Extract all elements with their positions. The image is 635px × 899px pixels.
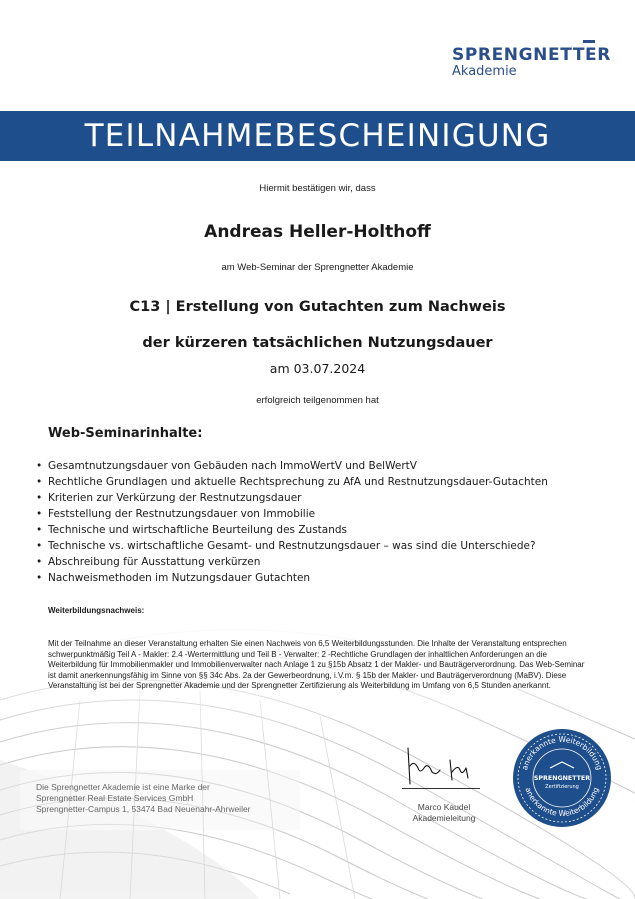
- success-text: erfolgreich teilgenommen hat: [256, 395, 379, 406]
- list-item: • Technische und wirtschaftliche Beurteilung des Zustands: [36, 522, 548, 538]
- intro-text: Hiermit bestätigen wir, dass: [259, 183, 376, 194]
- training-proof-heading: Weiterbildungsnachweis:: [48, 606, 145, 615]
- event-line: am Web-Seminar der Sprengnetter Akademie: [221, 262, 414, 273]
- contents-heading: Web-Seminarinhalte:: [48, 426, 203, 441]
- list-item: • Nachweismethoden im Nutzungsdauer Gutachten: [36, 570, 548, 586]
- seal-ring-text-top: anerkannte Weiterbildung: [519, 734, 605, 772]
- list-item: • Technische vs. wirtschaftliche Gesamt- und Restnutzungsdauer – was sind die Unterschiede?: [36, 538, 548, 554]
- seal-ring-text-bottom: anerkannte Weiterbildung: [523, 786, 601, 819]
- course-title-line2: der kürzeren tatsächlichen Nutzungsdauer: [142, 335, 493, 351]
- seal-sub: Zertifizierung: [545, 784, 579, 790]
- address-line: Sprengnetter Real Estate Services GmbH: [36, 793, 194, 803]
- course-title: [0, 289, 635, 361]
- participant-name: Andreas Heller-Holthoff: [204, 222, 431, 242]
- logo-accent-bar: [583, 40, 595, 43]
- course-title-line1: C13 | Erstellung von Gutachten zum Nachweis: [129, 299, 506, 315]
- title-banner: [0, 111, 635, 161]
- training-proof-text: Mit der Teilnahme an dieser Veranstaltung erhalten Sie einen Nachweis von 6,5 Weiterbildungsstunden. Die Inhalte der Veranstaltung entsprechen schwerpunktmäßig Teil A - Makler: 2.4 -Wertermittlung und Teil B - Verwalter: 2 -Rechtliche Grundlagen der inhaltlichen Anforderungen an die Weiterbildung für Immobilienmakler und Immobilienverwalter nach Anlage 1 zu §15b Absatz 1 der Makler- und Bauträgerverordnung. Das Web-Seminar ist damit anerkennungsfähig im Sinne von §§ 34c Abs. 2a der Gewerbeordnung, i.V.m. § 15b der Makler- und Bauträgerverordnung (MaBV). Diese Veranstaltung ist bei der Sprengnetter Akademie und der Sprengnetter Zertifizierung als Weiterbildung im Umfang von 6,5 Stunden anerkannt.: [48, 639, 585, 691]
- sprengnetter-logo: [452, 46, 611, 80]
- course-date: am 03.07.2024: [269, 361, 366, 376]
- list-item: • Kriterien zur Verkürzung der Restnutzungsdauer: [36, 490, 548, 506]
- signer-block: [394, 802, 494, 824]
- list-item: • Feststellung der Restnutzungsdauer von Immobilie: [36, 506, 548, 522]
- list-item: • Abschreibung für Ausstattung verkürzen: [36, 554, 548, 570]
- signature-line: [402, 788, 480, 789]
- footer-address: [36, 782, 251, 815]
- handwritten-signature: [398, 746, 478, 788]
- seal-brand: SPRENGNETTER: [533, 775, 591, 782]
- address-line: Die Sprengnetter Akademie ist eine Marke der: [36, 782, 210, 792]
- logo-subtitle: Akademie: [452, 64, 517, 79]
- signer-role: Akademieleitung: [412, 813, 476, 823]
- signer-name: Marco Kaudel: [417, 802, 471, 812]
- address-line: Sprengnetter-Campus 1, 53474 Bad Neuenahr-Ahrweiler: [36, 804, 251, 814]
- contents-list: [36, 458, 548, 586]
- logo-brand: SPRENGNETTER: [452, 45, 611, 65]
- certificate-title: TEILNAHMEBESCHEINIGUNG: [84, 118, 551, 154]
- list-item: • Rechtliche Grundlagen und aktuelle Rechtsprechung zu AfA und Restnutzungsdauer-Gutachten: [36, 474, 548, 490]
- list-item: • Gesamtnutzungsdauer von Gebäuden nach ImmoWertV und BelWertV: [36, 458, 548, 474]
- certification-seal-icon: [512, 728, 612, 828]
